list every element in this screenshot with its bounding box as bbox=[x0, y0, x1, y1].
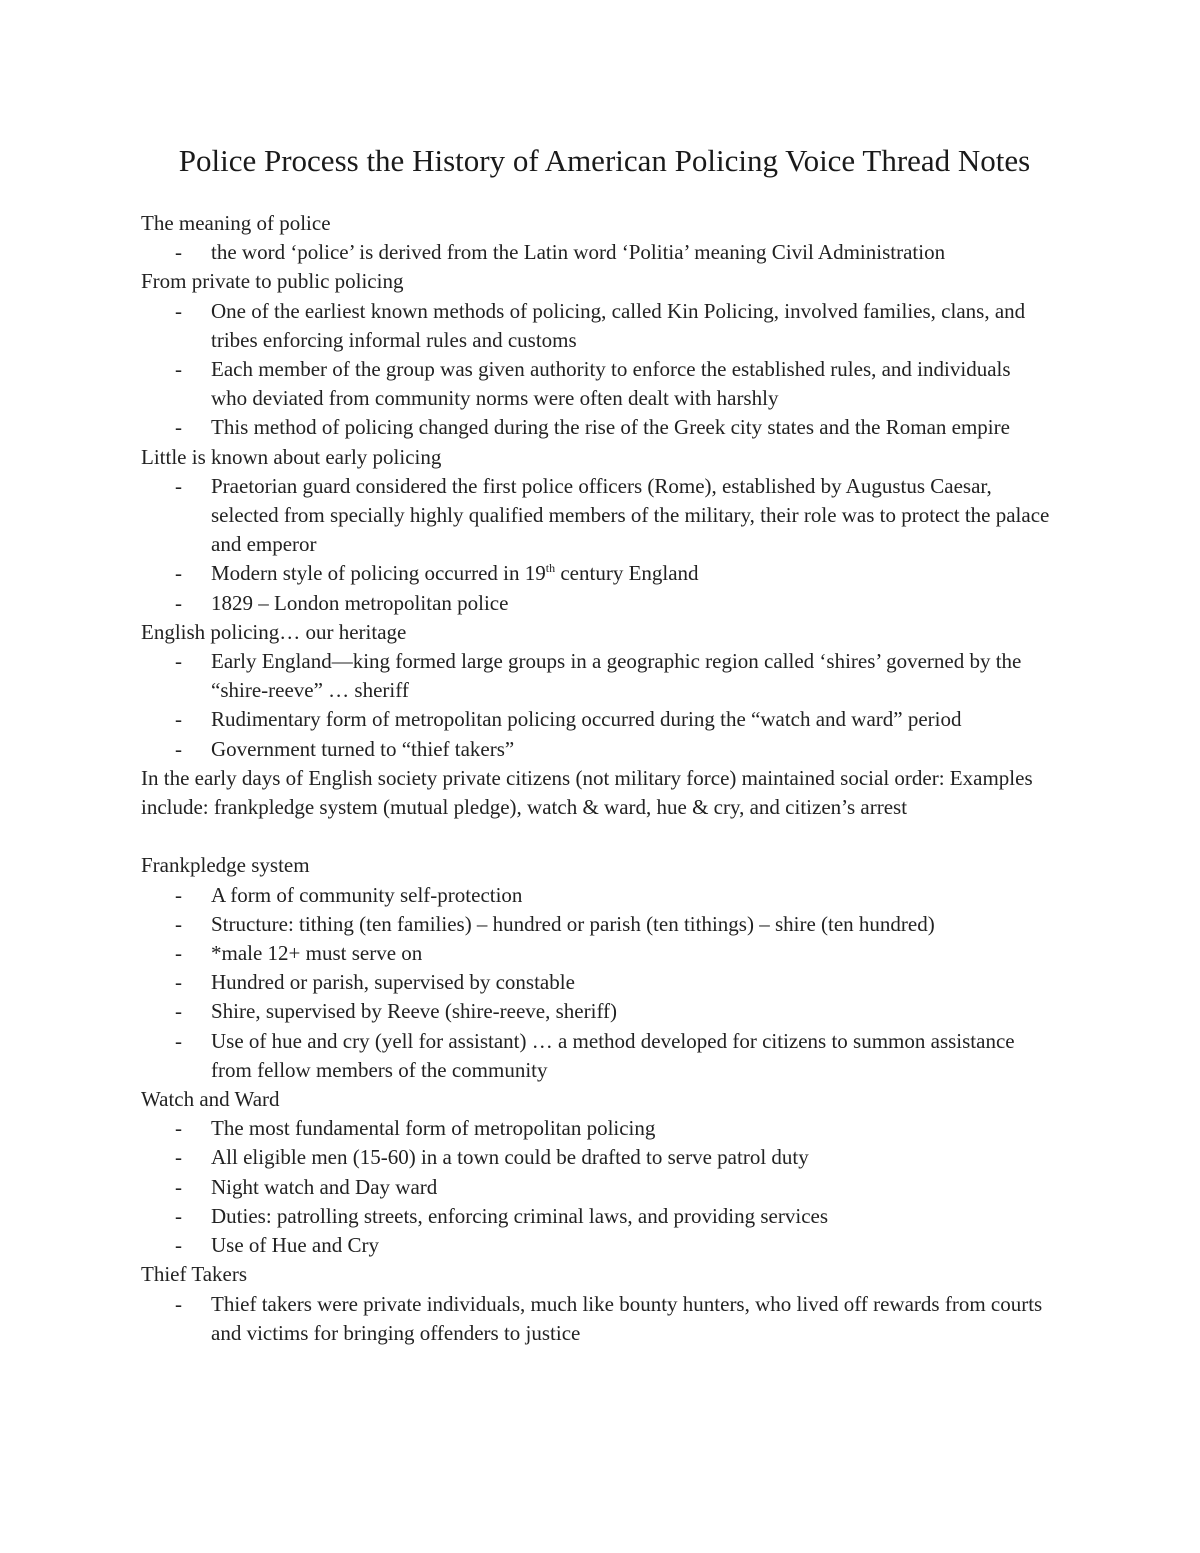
dash-marker: - bbox=[175, 941, 182, 966]
section-heading: Frankpledge system bbox=[141, 853, 310, 878]
document-title: Police Process the History of American Policing Voice Thread Notes bbox=[178, 143, 1031, 178]
list-item: - *male 12+ must serve on bbox=[141, 939, 1050, 968]
dash-marker: - bbox=[175, 911, 182, 936]
dash-marker: - bbox=[175, 1174, 182, 1199]
list-item: - Use of hue and cry (yell for assistant) … a method developed for citizens to summon assistance from fellow members of the community bbox=[175, 1028, 1015, 1082]
dash-marker: - bbox=[175, 970, 182, 995]
list-item: - 1829 – London metropolitan police bbox=[141, 589, 1050, 618]
list-item: - Structure: tithing (ten families) – hundred or parish (ten tithings) – shire (ten hundred) bbox=[141, 910, 1050, 939]
dash-marker: - bbox=[175, 1233, 182, 1258]
list-item: - Night watch and Day ward bbox=[141, 1173, 1050, 1202]
dash-marker: - bbox=[175, 707, 182, 732]
dash-marker: - bbox=[175, 1145, 182, 1170]
dash-marker: - bbox=[175, 415, 182, 440]
bullet-list bbox=[141, 1290, 1050, 1348]
dash-marker: - bbox=[175, 1203, 182, 1228]
list-item: - A form of community self-protection bbox=[141, 881, 1050, 910]
dash-marker: - bbox=[175, 1291, 182, 1316]
bullet-list bbox=[141, 297, 1050, 443]
list-item: - Shire, supervised by Reeve (shire-reeve, sheriff) bbox=[141, 997, 1050, 1026]
paragraph: In the early days of English society private citizens (not military force) maintained social order: Examples include: frankpledge system (mutual pledge), watch & ward, hue & cry, and citizen’s arrest bbox=[141, 765, 1033, 820]
list-item: - Each member of the group was given authority to enforce the established rules, and individuals who deviated from community norms were often dealt with harshly bbox=[175, 357, 1011, 411]
list-item: - the word ‘police’ is derived from the Latin word ‘Politia’ meaning Civil Administration bbox=[141, 238, 1050, 267]
list-item: - Hundred or parish, supervised by constable bbox=[141, 968, 1050, 997]
blank-line bbox=[141, 822, 1050, 851]
section-heading: Watch and Ward bbox=[141, 1087, 280, 1112]
dash-marker: - bbox=[175, 999, 182, 1024]
bullet-list bbox=[141, 238, 1050, 267]
list-item: - All eligible men (15-60) in a town could be drafted to serve patrol duty bbox=[141, 1143, 1050, 1172]
dash-marker: - bbox=[175, 590, 182, 615]
dash-marker: - bbox=[175, 473, 182, 498]
list-item: - This method of policing changed during the rise of the Greek city states and the Roman empire bbox=[141, 413, 1050, 442]
section-heading: The meaning of police bbox=[141, 211, 331, 235]
section-heading: Thief Takers bbox=[141, 1262, 248, 1287]
superscript-th: th bbox=[545, 561, 556, 576]
list-item: - Thief takers were private individuals, much like bounty hunters, who lived off rewards from courts and victims for bringing offenders to justice bbox=[175, 1291, 1043, 1345]
bullet-list bbox=[141, 647, 1050, 764]
dash-marker: - bbox=[175, 1028, 182, 1053]
bullet-list bbox=[141, 1114, 1050, 1260]
list-item: - Use of Hue and Cry bbox=[141, 1231, 1050, 1260]
list-item: - Duties: patrolling streets, enforcing criminal laws, and providing services bbox=[141, 1202, 1050, 1231]
list-item: - Modern style of policing occurred in 19th century England bbox=[141, 559, 1050, 588]
list-item: - Rudimentary form of metropolitan policing occurred during the “watch and ward” period bbox=[141, 705, 1050, 734]
section-heading: From private to public policing bbox=[141, 269, 404, 294]
dash-marker: - bbox=[175, 298, 182, 323]
dash-marker: - bbox=[175, 240, 182, 265]
document-body bbox=[141, 209, 1050, 1348]
list-item: - The most fundamental form of metropolitan policing bbox=[141, 1114, 1050, 1143]
list-item: - One of the earliest known methods of policing, called Kin Policing, involved families, clans, and tribes enforcing informal rules and customs bbox=[175, 298, 1026, 352]
list-item: - Government turned to “thief takers” bbox=[141, 735, 1050, 764]
section-heading: English policing… our heritage bbox=[141, 619, 407, 644]
dash-marker: - bbox=[175, 736, 182, 761]
dash-marker: - bbox=[175, 357, 182, 382]
bullet-list bbox=[141, 881, 1050, 1085]
section-heading: Little is known about early policing bbox=[141, 444, 442, 469]
dash-marker: - bbox=[175, 882, 182, 907]
dash-marker: - bbox=[175, 649, 182, 674]
dash-marker: - bbox=[175, 1116, 182, 1141]
dash-marker: - bbox=[175, 561, 182, 586]
list-item: - Early England—king formed large groups in a geographic region called ‘shires’ governed by the “shire-reeve” … sheriff bbox=[175, 649, 1022, 703]
bullet-list bbox=[141, 472, 1050, 618]
list-item: - Praetorian guard considered the first police officers (Rome), established by Augustus Caesar, selected from specially highly qualified members of the military, their role was to protect the palace and emperor bbox=[175, 473, 1050, 557]
